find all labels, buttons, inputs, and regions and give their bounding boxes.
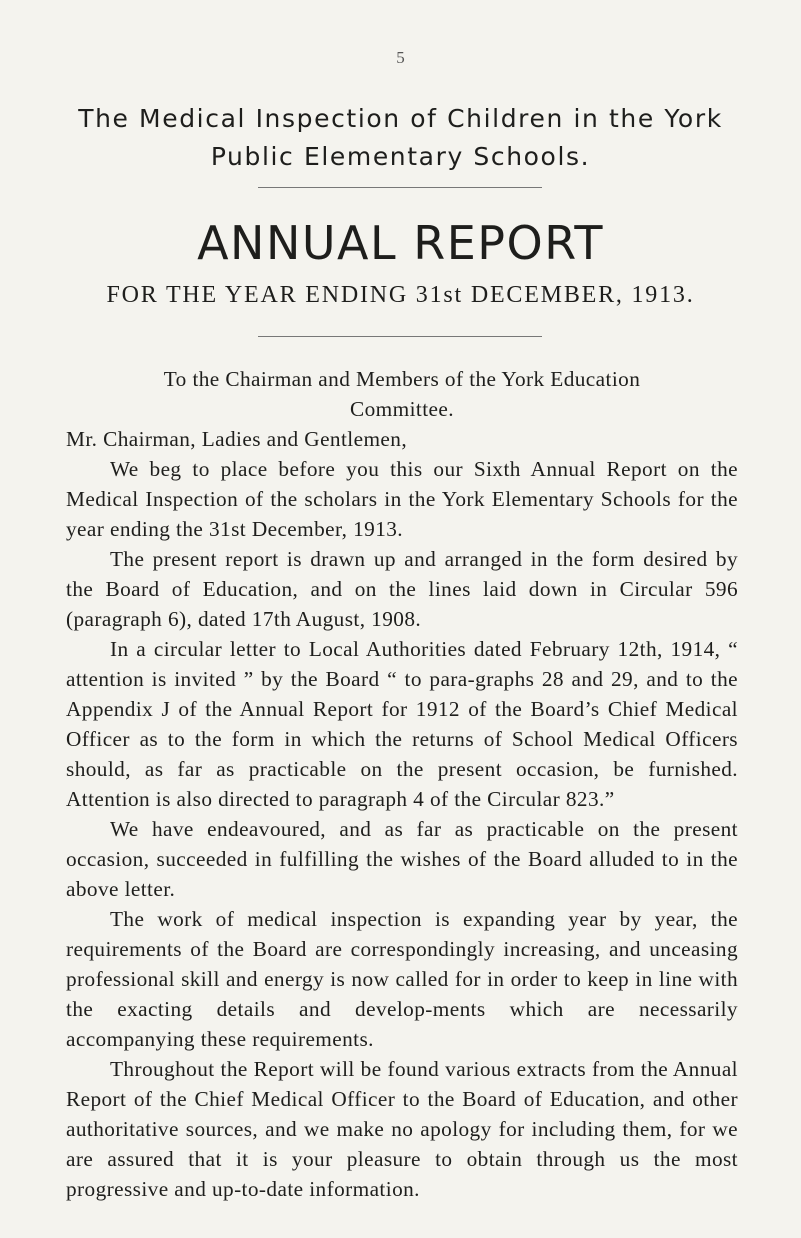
paragraph-sixth-report: We beg to place before you this our Sixth Annual Report on the Medical Inspection of the scholars in the York Elementary Schools for the year ending the 31st December, 1913. <box>66 457 738 541</box>
addressee <box>66 364 738 424</box>
paragraph-endeavoured: We have endeavoured, and as far as practicable on the present occasion, succeeded in fulfilling the wishes of the Board alluded to in the above letter. <box>66 817 738 901</box>
salutation: Mr. Chairman, Ladies and Gentlemen, <box>66 427 408 451</box>
paragraph-extracts: Throughout the Report will be found various extracts from the Annual Report of the Chief Medical Officer to the Board of Education, and other authoritative sources, and we make no apology for including them, for we are assured that it is your pleasure to obtain through us the most progressive and up-to-date information. <box>66 1057 738 1201</box>
report-body <box>66 364 738 1204</box>
document-title <box>0 100 801 176</box>
divider-rule-top <box>258 187 542 188</box>
page-number: 5 <box>396 48 405 67</box>
paragraph-circular-letter: In a circular letter to Local Authorities dated February 12th, 1914, “ attention is invited ” by the Board “ to para-graphs 28 and 29, and to the Appendix J of the Annual Report for 1912 of the Board’s Chief Medical Officer as to the form in which the returns of School Medical Officers should, as far as practicable on the present occasion, be furnished. Attention is also directed to paragraph 4 of the Circular 823.” <box>66 637 738 811</box>
addressee-line-2: Committee. <box>350 397 454 421</box>
title-line-2: Public Elementary Schools. <box>210 142 591 171</box>
paragraph-work-expanding: The work of medical inspection is expanding year by year, the requirements of the Board are correspondingly increasing, and unceasing professional skill and energy is now called for in order to keep in line with the exacting details and develop-ments which are necessarily accompanying these requirements. <box>66 907 738 1051</box>
divider-rule-bottom <box>258 336 542 337</box>
report-period: FOR THE YEAR ENDING 31st DECEMBER, 1913. <box>106 282 695 308</box>
title-line-1: The Medical Inspection of Children in the York <box>78 104 723 133</box>
report-heading: ANNUAL REPORT <box>197 216 604 270</box>
addressee-line-1: To the Chairman and Members of the York Education <box>163 367 641 391</box>
paragraph-form-of-report: The present report is drawn up and arranged in the form desired by the Board of Education, and on the lines laid down in Circular 596 (paragraph 6), dated 17th August, 1908. <box>66 547 738 631</box>
